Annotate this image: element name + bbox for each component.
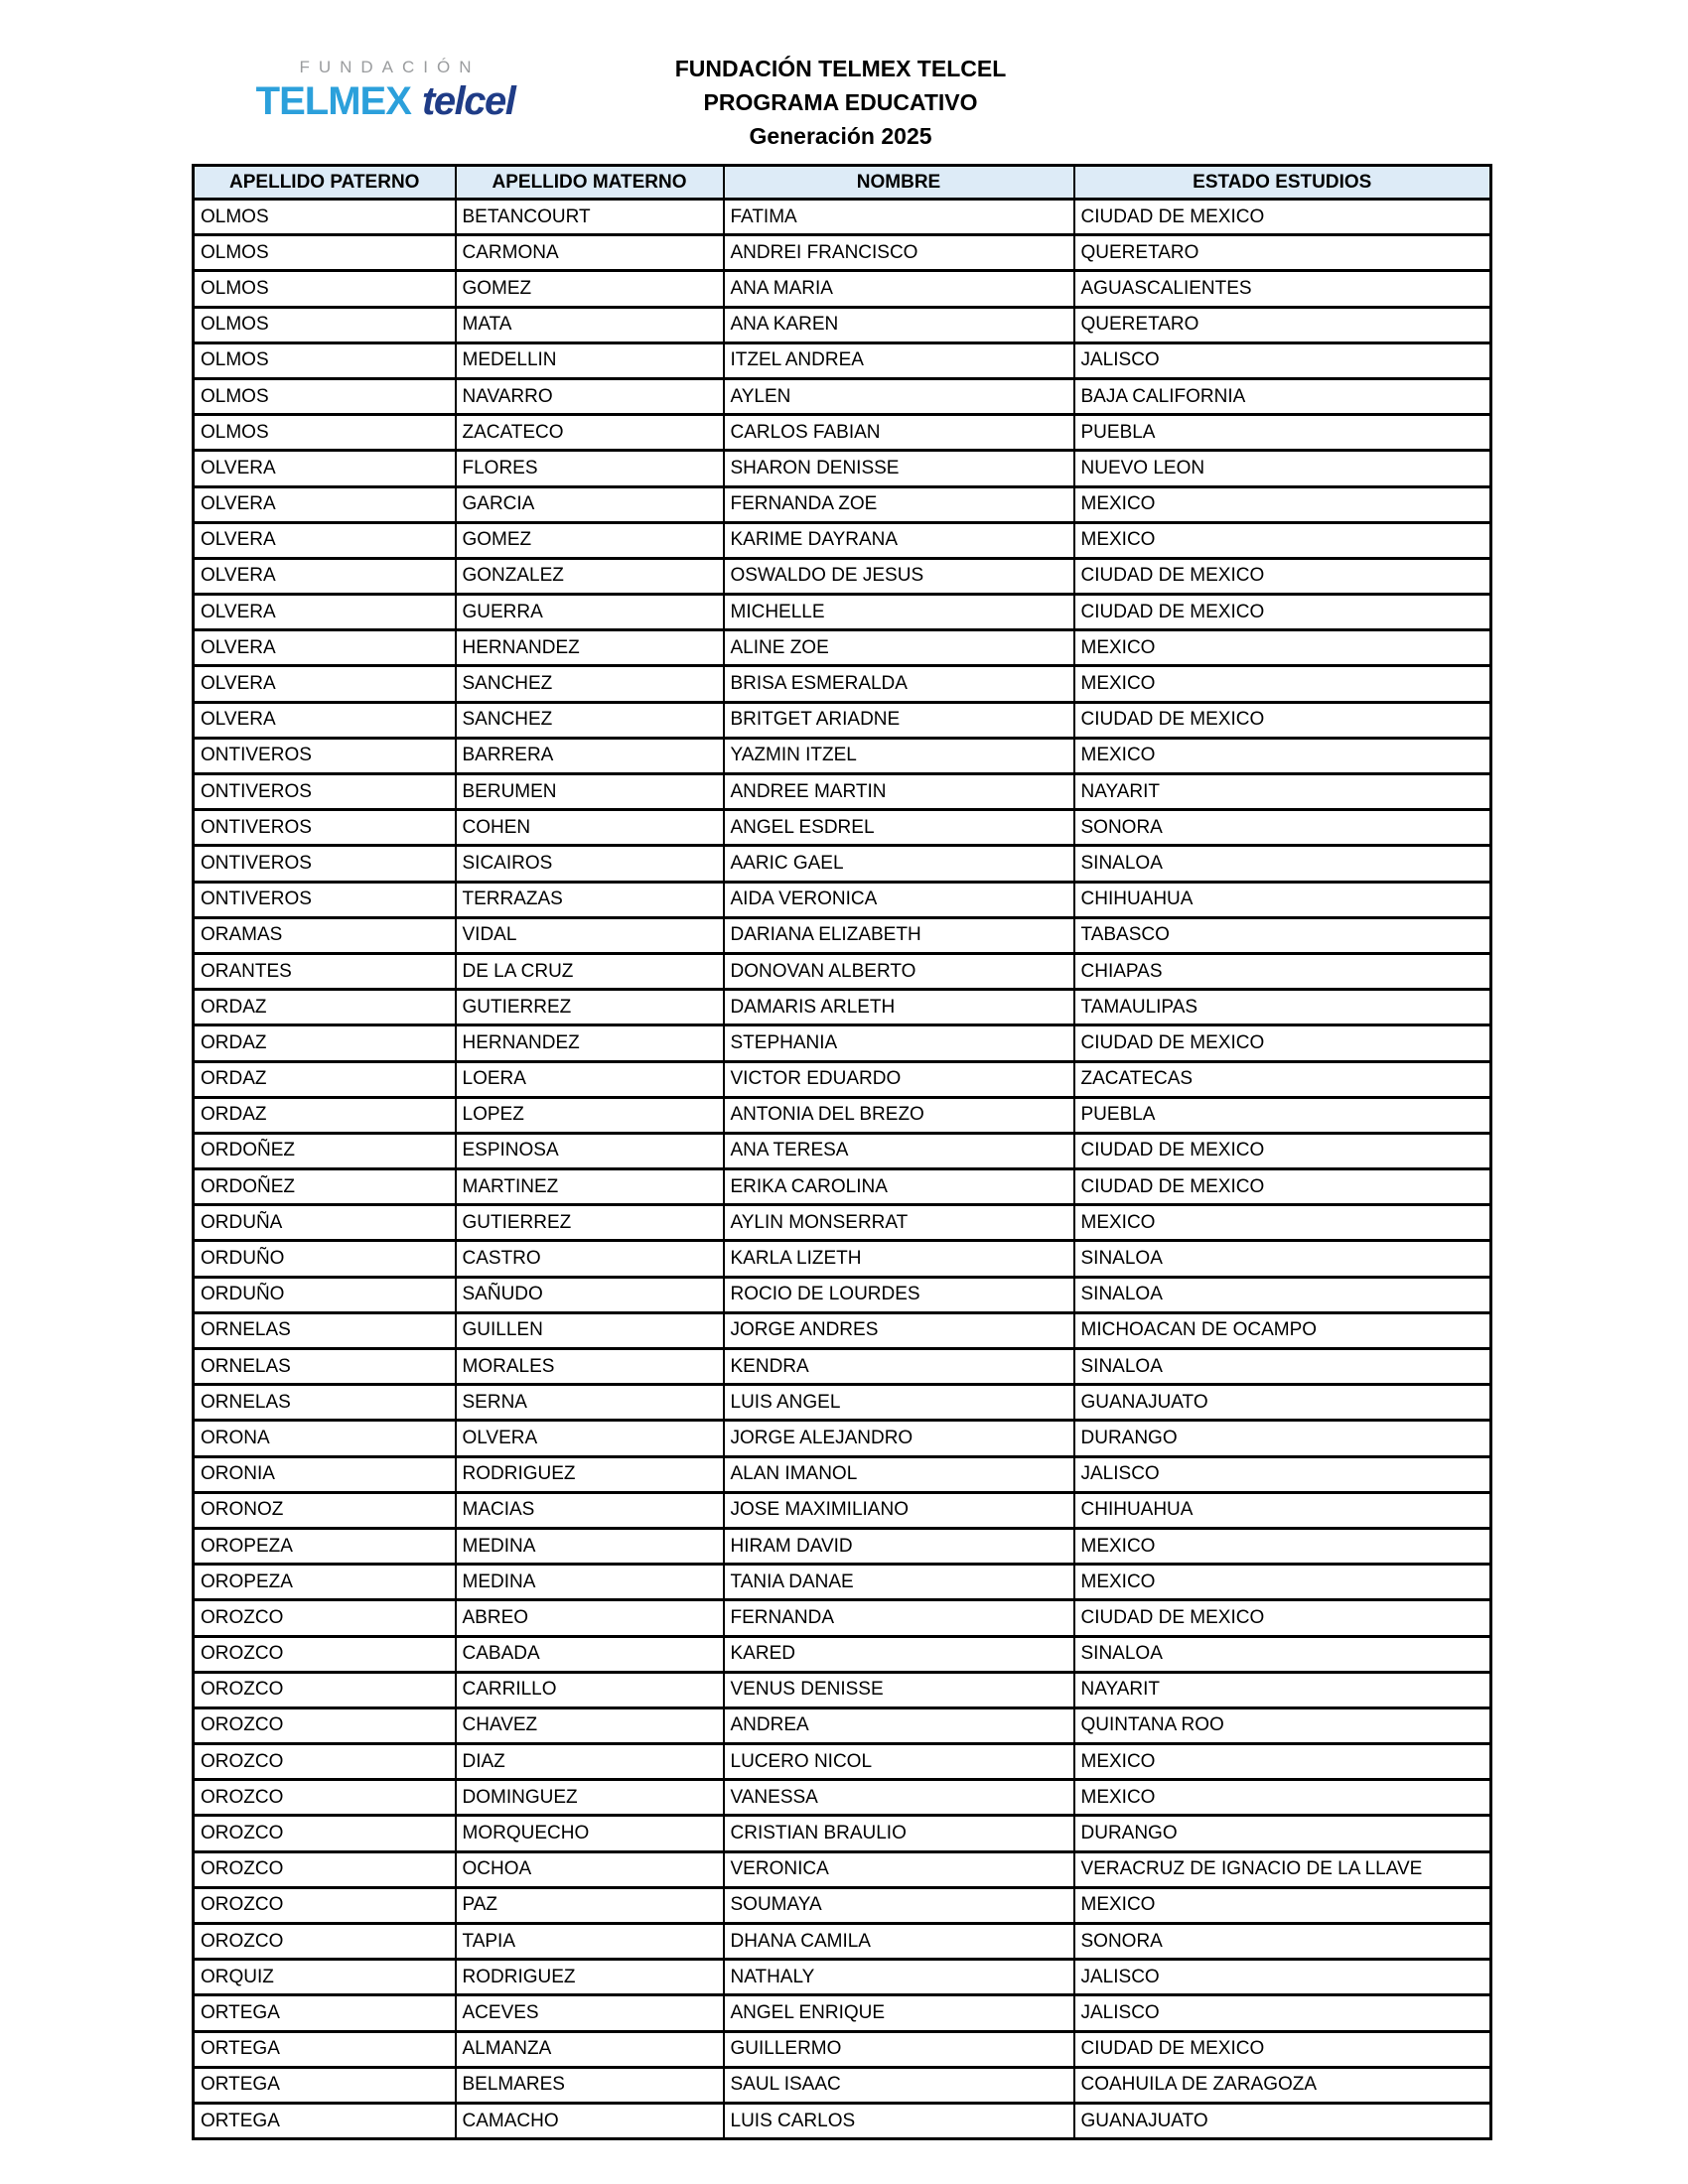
cell-estado-estudios: QUINTANA ROO [1074,1707,1491,1743]
cell-apellido-paterno: OROZCO [194,1672,456,1707]
cell-nombre: GUILLERMO [724,2031,1074,2067]
cell-nombre: FERNANDA ZOE [724,486,1074,522]
cell-apellido-materno: CHAVEZ [456,1707,724,1743]
table-row [194,917,1491,953]
cell-estado-estudios: CHIAPAS [1074,953,1491,989]
cell-estado-estudios: QUERETARO [1074,307,1491,342]
cell-apellido-paterno: ORONA [194,1421,456,1456]
table-row [194,1636,1491,1672]
table-row [194,882,1491,917]
logo-telcel-text: telcel [422,79,515,123]
cell-nombre: ANGEL ESDREL [724,810,1074,846]
cell-nombre: LUIS CARLOS [724,2103,1074,2138]
cell-apellido-paterno: OROZCO [194,1887,456,1923]
cell-estado-estudios: SINALOA [1074,846,1491,882]
table-row [194,1707,1491,1743]
cell-estado-estudios: SINALOA [1074,1349,1491,1385]
cell-nombre: VICTOR EDUARDO [724,1061,1074,1097]
table-row [194,486,1491,522]
cell-apellido-materno: DIAZ [456,1744,724,1780]
cell-estado-estudios: GUANAJUATO [1074,1385,1491,1421]
cell-apellido-materno: HERNANDEZ [456,1025,724,1061]
table-row [194,702,1491,738]
cell-estado-estudios: MICHOACAN DE OCAMPO [1074,1312,1491,1348]
cell-nombre: ANDREA [724,1707,1074,1743]
cell-estado-estudios: ZACATECAS [1074,1061,1491,1097]
cell-estado-estudios: GUANAJUATO [1074,2103,1491,2138]
cell-apellido-materno: MACIAS [456,1492,724,1528]
cell-estado-estudios: MEXICO [1074,486,1491,522]
table-row [194,1421,1491,1456]
cell-nombre: YAZMIN ITZEL [724,738,1074,773]
cell-apellido-materno: GARCIA [456,486,724,522]
cell-estado-estudios: CIUDAD DE MEXICO [1074,200,1491,235]
cell-apellido-paterno: OROZCO [194,1924,456,1960]
cell-nombre: CARLOS FABIAN [724,415,1074,451]
cell-apellido-paterno: ORDUÑA [194,1205,456,1241]
cell-estado-estudios: SONORA [1074,810,1491,846]
cell-estado-estudios: BAJA CALIFORNIA [1074,378,1491,414]
cell-estado-estudios: SONORA [1074,1924,1491,1960]
cell-apellido-materno: TAPIA [456,1924,724,1960]
cell-apellido-materno: DE LA CRUZ [456,953,724,989]
cell-nombre: SOUMAYA [724,1887,1074,1923]
cell-apellido-materno: OLVERA [456,1421,724,1456]
cell-apellido-paterno: ORNELAS [194,1385,456,1421]
cell-nombre: JORGE ANDRES [724,1312,1074,1348]
cell-estado-estudios: JALISCO [1074,342,1491,378]
cell-apellido-materno: GUILLEN [456,1312,724,1348]
cell-apellido-materno: DOMINGUEZ [456,1780,724,1816]
table-row [194,342,1491,378]
cell-apellido-materno: NAVARRO [456,378,724,414]
cell-apellido-materno: OCHOA [456,1851,724,1887]
cell-nombre: OSWALDO DE JESUS [724,558,1074,594]
cell-apellido-paterno: OLVERA [194,630,456,666]
table-row [194,810,1491,846]
cell-nombre: ANA MARIA [724,271,1074,307]
title-line-1: FUNDACIÓN TELMEX TELCEL [674,56,1007,81]
cell-estado-estudios: CIUDAD DE MEXICO [1074,558,1491,594]
title-line-3: Generación 2025 [749,123,932,149]
table-row [194,1097,1491,1133]
cell-apellido-materno: GUTIERREZ [456,990,724,1025]
cell-apellido-paterno: OLMOS [194,235,456,271]
cell-nombre: SHARON DENISSE [724,451,1074,486]
table-header-row [194,166,1491,200]
cell-apellido-paterno: OLVERA [194,558,456,594]
cell-apellido-materno: GOMEZ [456,271,724,307]
cell-nombre: VERONICA [724,1851,1074,1887]
cell-estado-estudios: CIUDAD DE MEXICO [1074,595,1491,630]
cell-estado-estudios: COAHUILA DE ZARAGOZA [1074,2067,1491,2103]
cell-estado-estudios: SINALOA [1074,1277,1491,1312]
cell-apellido-paterno: ONTIVEROS [194,810,456,846]
table-row [194,1349,1491,1385]
table-row [194,1887,1491,1923]
cell-apellido-paterno: ORQUIZ [194,1960,456,1995]
table-row [194,953,1491,989]
cell-apellido-paterno: ORNELAS [194,1312,456,1348]
cell-apellido-paterno: OROZCO [194,1707,456,1743]
cell-apellido-paterno: OROPEZA [194,1528,456,1564]
header-estado-estudios: ESTADO ESTUDIOS [1074,166,1491,200]
cell-nombre: KARED [724,1636,1074,1672]
cell-estado-estudios: SINALOA [1074,1241,1491,1277]
cell-apellido-paterno: ORTEGA [194,2031,456,2067]
cell-apellido-paterno: OLMOS [194,378,456,414]
table-row [194,2067,1491,2103]
cell-estado-estudios: MEXICO [1074,1744,1491,1780]
cell-estado-estudios: CHIHUAHUA [1074,1492,1491,1528]
cell-nombre: LUIS ANGEL [724,1385,1074,1421]
cell-nombre: HIRAM DAVID [724,1528,1074,1564]
table-row [194,2103,1491,2138]
cell-nombre: ALAN IMANOL [724,1456,1074,1492]
table-row [194,378,1491,414]
cell-nombre: TANIA DANAE [724,1565,1074,1600]
cell-apellido-materno: FLORES [456,451,724,486]
table-row [194,1780,1491,1816]
cell-apellido-paterno: OROZCO [194,1636,456,1672]
cell-apellido-materno: COHEN [456,810,724,846]
cell-apellido-materno: RODRIGUEZ [456,1960,724,1995]
header-nombre: NOMBRE [724,166,1074,200]
cell-apellido-materno: SANCHEZ [456,666,724,702]
cell-apellido-materno: RODRIGUEZ [456,1456,724,1492]
logo-fundacion-text: FUNDACIÓN [299,58,481,76]
cell-nombre: ANA TERESA [724,1133,1074,1168]
cell-apellido-materno: ACEVES [456,1995,724,2031]
cell-apellido-materno: SERNA [456,1385,724,1421]
cell-nombre: ANA KAREN [724,307,1074,342]
table-row [194,307,1491,342]
cell-estado-estudios: CIUDAD DE MEXICO [1074,1600,1491,1636]
cell-estado-estudios: AGUASCALIENTES [1074,271,1491,307]
cell-nombre: LUCERO NICOL [724,1744,1074,1780]
cell-apellido-paterno: OLMOS [194,307,456,342]
table-row [194,1924,1491,1960]
cell-apellido-materno: BERUMEN [456,774,724,810]
cell-apellido-paterno: OLVERA [194,486,456,522]
table-row [194,666,1491,702]
cell-nombre: NATHALY [724,1960,1074,1995]
cell-estado-estudios: NUEVO LEON [1074,451,1491,486]
cell-nombre: DHANA CAMILA [724,1924,1074,1960]
cell-estado-estudios: MEXICO [1074,1780,1491,1816]
cell-apellido-materno: CARRILLO [456,1672,724,1707]
cell-apellido-materno: SANCHEZ [456,702,724,738]
cell-nombre: KARLA LIZETH [724,1241,1074,1277]
cell-estado-estudios: MEXICO [1074,1565,1491,1600]
cell-apellido-materno: HERNANDEZ [456,630,724,666]
cell-apellido-materno: BARRERA [456,738,724,773]
cell-apellido-paterno: ORNELAS [194,1349,456,1385]
cell-estado-estudios: VERACRUZ DE IGNACIO DE LA LLAVE [1074,1851,1491,1887]
table-row [194,1169,1491,1205]
table-row [194,1277,1491,1312]
table-body [194,200,1491,2139]
cell-nombre: SAUL ISAAC [724,2067,1074,2103]
cell-nombre: KARIME DAYRANA [724,522,1074,558]
cell-apellido-materno: CASTRO [456,1241,724,1277]
cell-apellido-materno: LOERA [456,1061,724,1097]
cell-apellido-paterno: OROZCO [194,1744,456,1780]
header-apellido-materno: APELLIDO MATERNO [456,166,724,200]
table-row [194,595,1491,630]
cell-estado-estudios: CHIHUAHUA [1074,882,1491,917]
cell-estado-estudios: JALISCO [1074,1960,1491,1995]
table-row [194,630,1491,666]
cell-apellido-paterno: OLMOS [194,415,456,451]
cell-apellido-materno: GUTIERREZ [456,1205,724,1241]
table-row [194,1528,1491,1564]
cell-apellido-paterno: OROPEZA [194,1565,456,1600]
cell-estado-estudios: QUERETARO [1074,235,1491,271]
cell-apellido-materno: MARTINEZ [456,1169,724,1205]
cell-nombre: STEPHANIA [724,1025,1074,1061]
table-row [194,1312,1491,1348]
cell-nombre: ANDREI FRANCISCO [724,235,1074,271]
table-row [194,1672,1491,1707]
cell-apellido-materno: ESPINOSA [456,1133,724,1168]
table-row [194,1995,1491,2031]
cell-estado-estudios: JALISCO [1074,1995,1491,2031]
cell-apellido-materno: MEDINA [456,1565,724,1600]
cell-nombre: DARIANA ELIZABETH [724,917,1074,953]
cell-apellido-paterno: OROZCO [194,1851,456,1887]
cell-nombre: VENUS DENISSE [724,1672,1074,1707]
cell-apellido-paterno: ORAMAS [194,917,456,953]
cell-estado-estudios: PUEBLA [1074,1097,1491,1133]
table-row [194,1565,1491,1600]
table-row [194,1025,1491,1061]
cell-estado-estudios: CIUDAD DE MEXICO [1074,1025,1491,1061]
cell-nombre: BRISA ESMERALDA [724,666,1074,702]
cell-estado-estudios: MEXICO [1074,1528,1491,1564]
cell-apellido-paterno: OROZCO [194,1816,456,1851]
cell-estado-estudios: PUEBLA [1074,415,1491,451]
cell-apellido-materno: CAMACHO [456,2103,724,2138]
cell-estado-estudios: JALISCO [1074,1456,1491,1492]
cell-estado-estudios: MEXICO [1074,666,1491,702]
table-row [194,1385,1491,1421]
cell-apellido-paterno: ONTIVEROS [194,846,456,882]
cell-estado-estudios: CIUDAD DE MEXICO [1074,702,1491,738]
cell-nombre: MICHELLE [724,595,1074,630]
document-title [192,52,1489,153]
cell-apellido-paterno: OLMOS [194,342,456,378]
cell-apellido-materno: TERRAZAS [456,882,724,917]
cell-apellido-paterno: OLVERA [194,595,456,630]
cell-estado-estudios: DURANGO [1074,1421,1491,1456]
cell-apellido-materno: GONZALEZ [456,558,724,594]
cell-apellido-materno: PAZ [456,1887,724,1923]
table-row [194,1960,1491,1995]
cell-nombre: FERNANDA [724,1600,1074,1636]
cell-nombre: CRISTIAN BRAULIO [724,1816,1074,1851]
cell-estado-estudios: TAMAULIPAS [1074,990,1491,1025]
cell-apellido-materno: MEDELLIN [456,342,724,378]
cell-apellido-materno: GUERRA [456,595,724,630]
table-row [194,738,1491,773]
cell-apellido-materno: MEDINA [456,1528,724,1564]
cell-apellido-materno: LOPEZ [456,1097,724,1133]
cell-apellido-paterno: ORDUÑO [194,1277,456,1312]
cell-apellido-paterno: ORTEGA [194,2067,456,2103]
cell-nombre: KENDRA [724,1349,1074,1385]
cell-estado-estudios: MEXICO [1074,522,1491,558]
cell-apellido-materno: MATA [456,307,724,342]
cell-apellido-materno: BELMARES [456,2067,724,2103]
table-row [194,271,1491,307]
table-row [194,1456,1491,1492]
table-row [194,235,1491,271]
cell-apellido-paterno: ORDOÑEZ [194,1133,456,1168]
cell-apellido-paterno: OLVERA [194,451,456,486]
cell-nombre: ERIKA CAROLINA [724,1169,1074,1205]
cell-apellido-materno: GOMEZ [456,522,724,558]
cell-apellido-paterno: ORTEGA [194,1995,456,2031]
table-row [194,846,1491,882]
cell-estado-estudios: TABASCO [1074,917,1491,953]
students-table [192,164,1492,2140]
cell-estado-estudios: CIUDAD DE MEXICO [1074,1133,1491,1168]
cell-apellido-materno: MORQUECHO [456,1816,724,1851]
table-row [194,558,1491,594]
cell-estado-estudios: MEXICO [1074,738,1491,773]
table-row [194,1492,1491,1528]
table-row [194,1061,1491,1097]
cell-nombre: ALINE ZOE [724,630,1074,666]
cell-apellido-paterno: OROZCO [194,1780,456,1816]
cell-apellido-materno: CARMONA [456,235,724,271]
cell-apellido-materno: CABADA [456,1636,724,1672]
table-row [194,1816,1491,1851]
header-apellido-paterno: APELLIDO PATERNO [194,166,456,200]
cell-estado-estudios: MEXICO [1074,630,1491,666]
table-row [194,1851,1491,1887]
cell-estado-estudios: CIUDAD DE MEXICO [1074,1169,1491,1205]
cell-apellido-paterno: ORDAZ [194,1025,456,1061]
table-row [194,1600,1491,1636]
cell-apellido-materno: ABREO [456,1600,724,1636]
table-row [194,200,1491,235]
cell-apellido-paterno: OLVERA [194,702,456,738]
cell-apellido-paterno: ORONIA [194,1456,456,1492]
table-header [194,166,1491,200]
cell-nombre: ANDREE MARTIN [724,774,1074,810]
cell-apellido-materno: ZACATECO [456,415,724,451]
table-row [194,1241,1491,1277]
cell-apellido-materno: SAÑUDO [456,1277,724,1312]
cell-apellido-paterno: ORANTES [194,953,456,989]
cell-nombre: FATIMA [724,200,1074,235]
title-line-2: PROGRAMA EDUCATIVO [703,89,978,115]
cell-nombre: JOSE MAXIMILIANO [724,1492,1074,1528]
cell-nombre: ANGEL ENRIQUE [724,1995,1074,2031]
cell-estado-estudios: MEXICO [1074,1205,1491,1241]
cell-apellido-paterno: OLMOS [194,200,456,235]
cell-nombre: ANTONIA DEL BREZO [724,1097,1074,1133]
cell-apellido-paterno: ORDUÑO [194,1241,456,1277]
table-row [194,1133,1491,1168]
cell-apellido-paterno: OLVERA [194,522,456,558]
cell-apellido-paterno: ORDAZ [194,1097,456,1133]
cell-apellido-paterno: OLMOS [194,271,456,307]
cell-estado-estudios: NAYARIT [1074,774,1491,810]
cell-apellido-materno: VIDAL [456,917,724,953]
cell-estado-estudios: NAYARIT [1074,1672,1491,1707]
table-row [194,1744,1491,1780]
cell-apellido-materno: ALMANZA [456,2031,724,2067]
table-row [194,522,1491,558]
cell-nombre: BRITGET ARIADNE [724,702,1074,738]
cell-nombre: VANESSA [724,1780,1074,1816]
cell-nombre: AIDA VERONICA [724,882,1074,917]
cell-nombre: JORGE ALEJANDRO [724,1421,1074,1456]
logo-telmex-text: TELMEX [255,79,411,123]
table-row [194,451,1491,486]
cell-apellido-materno: MORALES [456,1349,724,1385]
cell-apellido-paterno: ORDOÑEZ [194,1169,456,1205]
table-row [194,774,1491,810]
cell-nombre: AYLEN [724,378,1074,414]
cell-estado-estudios: SINALOA [1074,1636,1491,1672]
cell-nombre: ITZEL ANDREA [724,342,1074,378]
cell-apellido-materno: BETANCOURT [456,200,724,235]
cell-nombre: ROCIO DE LOURDES [724,1277,1074,1312]
cell-apellido-materno: SICAIROS [456,846,724,882]
cell-apellido-paterno: OROZCO [194,1600,456,1636]
table-row [194,1205,1491,1241]
cell-apellido-paterno: ORONOZ [194,1492,456,1528]
cell-nombre: DONOVAN ALBERTO [724,953,1074,989]
cell-apellido-paterno: ORTEGA [194,2103,456,2138]
table-row [194,415,1491,451]
cell-apellido-paterno: ONTIVEROS [194,882,456,917]
table-row [194,2031,1491,2067]
cell-estado-estudios: MEXICO [1074,1887,1491,1923]
cell-apellido-paterno: ORDAZ [194,1061,456,1097]
cell-apellido-paterno: ONTIVEROS [194,774,456,810]
cell-nombre: AARIC GAEL [724,846,1074,882]
cell-nombre: DAMARIS ARLETH [724,990,1074,1025]
cell-nombre: AYLIN MONSERRAT [724,1205,1074,1241]
cell-apellido-paterno: OLVERA [194,666,456,702]
cell-apellido-paterno: ONTIVEROS [194,738,456,773]
cell-estado-estudios: CIUDAD DE MEXICO [1074,2031,1491,2067]
cell-estado-estudios: DURANGO [1074,1816,1491,1851]
table-row [194,990,1491,1025]
cell-apellido-paterno: ORDAZ [194,990,456,1025]
